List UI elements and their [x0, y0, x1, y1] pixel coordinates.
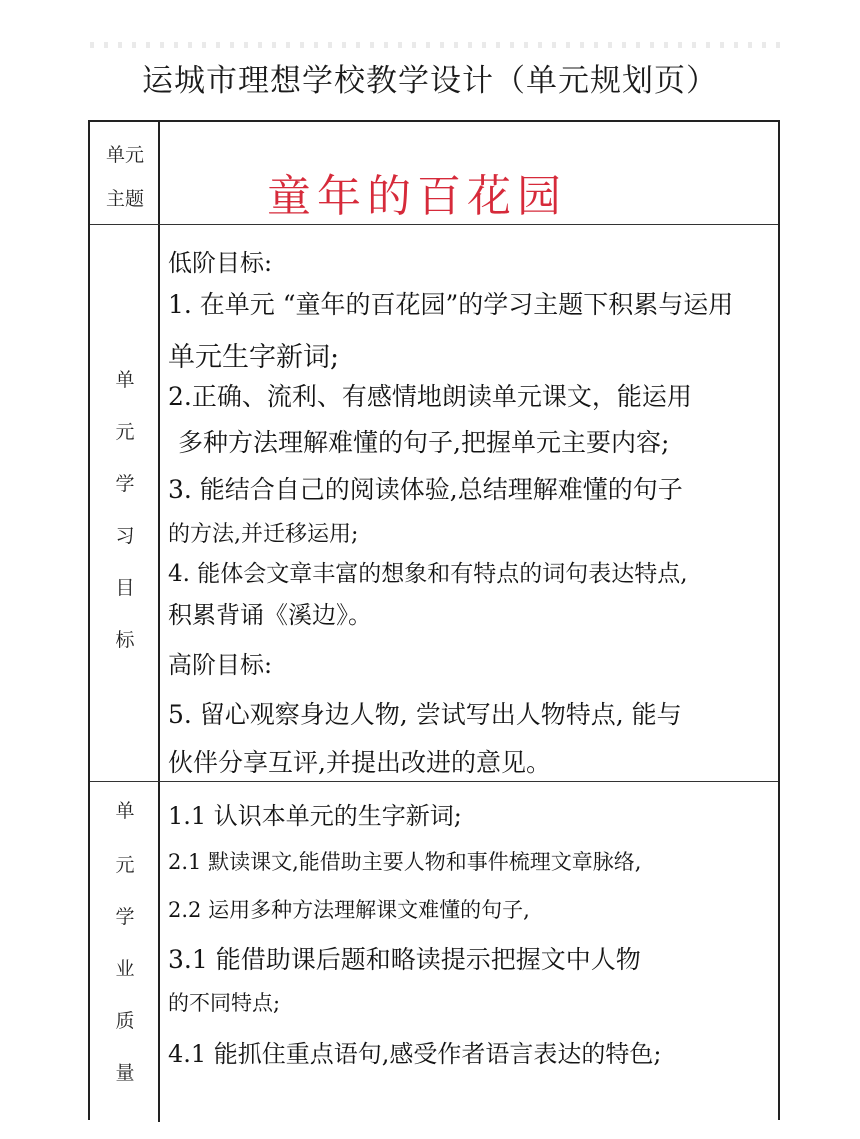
quality-row [90, 782, 778, 1122]
unit-plan-table [88, 120, 780, 1120]
unit-theme: 童年的百花园 [267, 171, 567, 222]
quality-label-char: 元 [115, 854, 135, 876]
document-title: 运城市理想学校教学设计（单元规划页） [142, 63, 718, 99]
goal-line: 多种方法理解难懂的句子,把握单元主要内容; [178, 428, 670, 457]
quality-line: 3.1 能借助课后题和略读提示把握文中人物 [168, 945, 641, 974]
goals-label-char: 元 [115, 421, 135, 443]
quality-label-char: 量 [115, 1062, 135, 1084]
quality-line: 2.2 运用多种方法理解课文难懂的句子, [168, 898, 530, 922]
theme-row [90, 122, 778, 225]
quality-line: 1.1 认识本单元的生字新词; [168, 802, 462, 830]
goal-line: 1. 在单元 “童年的百花园”的学习主题下积累与运用 [168, 290, 734, 319]
theme-content-cell [162, 122, 778, 224]
quality-line: 4.1 能抓住重点语句,感受作者语言表达的特色; [168, 1040, 662, 1068]
goal-line: 4. 能体会文章丰富的想象和有特点的词句表达特点, [168, 561, 688, 587]
quality-label-char: 业 [115, 958, 135, 980]
goal-line: 积累背诵《溪边》。 [168, 601, 372, 629]
goal-line: 5. 留心观察身边人物, 尝试写出人物特点, 能与 [168, 700, 682, 729]
goals-label-char: 学 [115, 473, 135, 495]
goals-content-cell [162, 225, 778, 781]
theme-label-cell [90, 122, 160, 224]
goal-line: 2.正确、流利、有感情地朗读单元课文，能运用 [168, 382, 692, 411]
goal-line: 低阶目标: [168, 249, 273, 277]
quality-label-cell [90, 782, 160, 1122]
quality-line: 的不同特点; [168, 991, 281, 1015]
quality-line: 2.1 默读课文,能借助主要人物和事件梳理文章脉络, [168, 850, 642, 874]
quality-label-char: 单 [115, 800, 135, 822]
quality-label-char: 学 [115, 906, 135, 928]
goal-line: 伙伴分享互评,并提出改进的意见。 [168, 748, 551, 777]
goal-line: 单元生字新词; [168, 342, 340, 373]
goals-label-char: 目 [115, 577, 135, 599]
goals-row [90, 225, 778, 782]
goals-label-cell [90, 225, 160, 781]
theme-label-line: 主题 [105, 188, 144, 210]
quality-label-char: 质 [115, 1010, 135, 1032]
goal-line: 高阶目标: [168, 651, 273, 679]
goals-label-char: 标 [115, 629, 135, 651]
goal-line: 的方法,并迁移运用; [168, 522, 359, 547]
goal-line: 3. 能结合自己的阅读体验,总结理解难懂的句子 [168, 475, 683, 504]
theme-label-line: 单元 [105, 144, 144, 166]
quality-content-cell [162, 782, 778, 1122]
goals-label-char: 习 [115, 525, 135, 547]
scan-artifact [90, 42, 790, 48]
goals-label-char: 单 [115, 369, 135, 391]
